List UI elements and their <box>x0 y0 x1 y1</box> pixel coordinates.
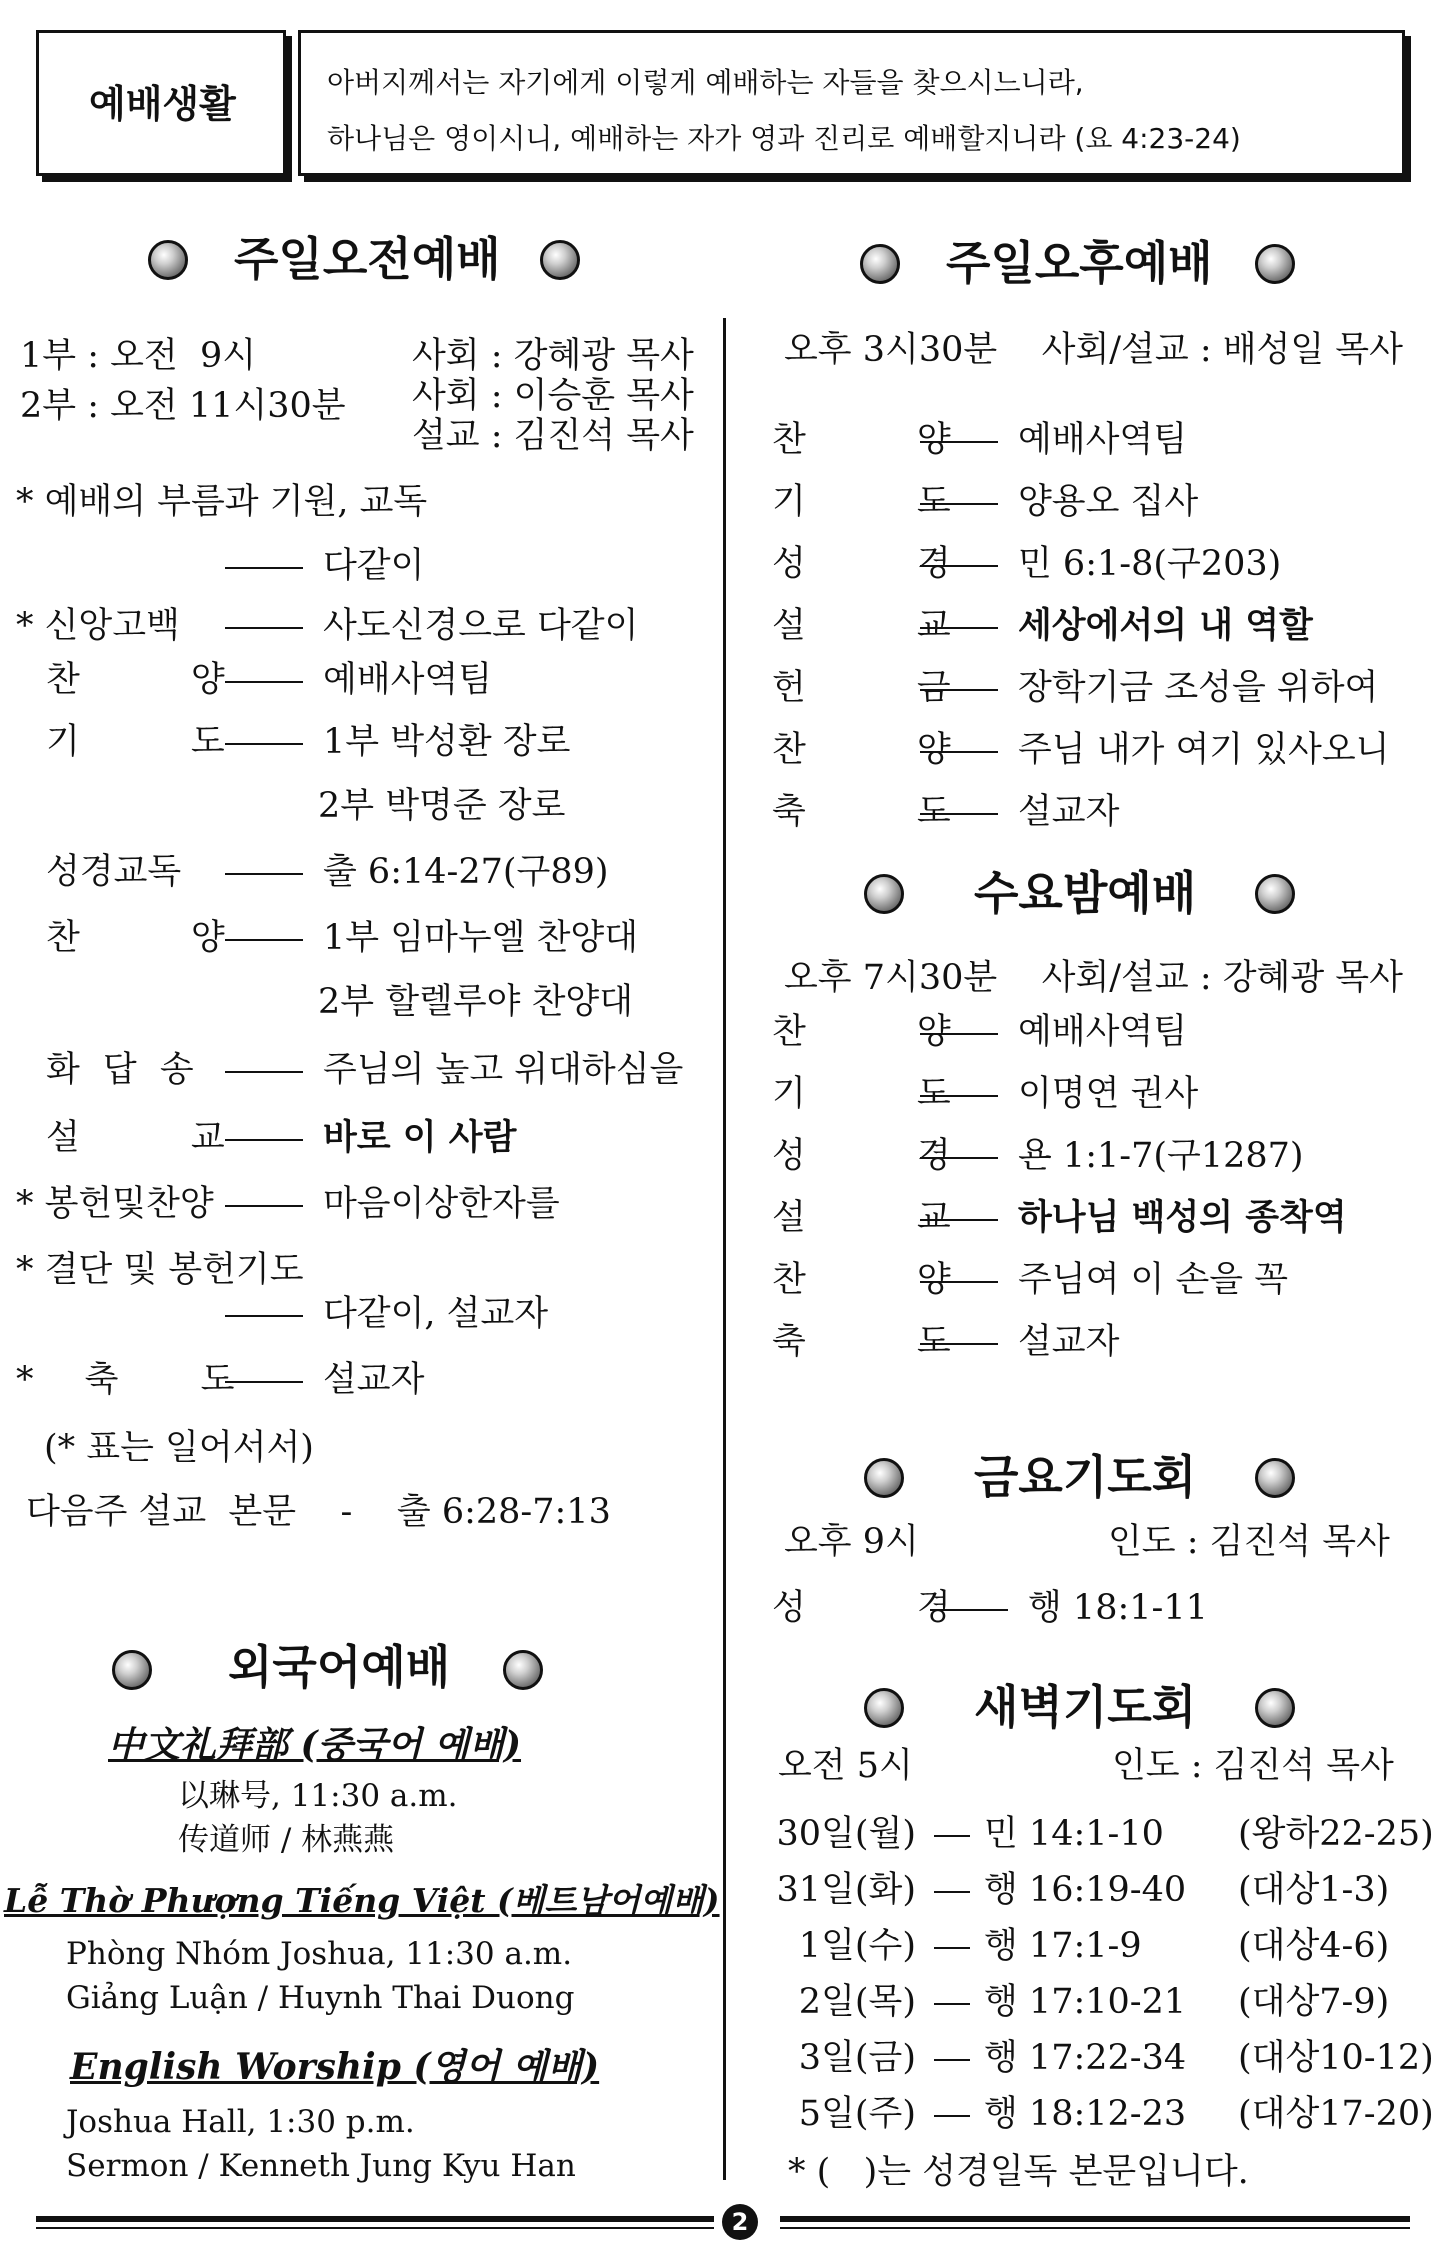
wed-row-label: 찬 양 <box>772 1012 1001 1052</box>
am-prayer-value-1: 1부 박성환 장로 <box>323 722 571 762</box>
dawn-reading: (대상4-6) <box>1238 1926 1390 1966</box>
wed-row <box>900 1012 1187 1052</box>
pm-row-value: 설교자 <box>1018 792 1120 832</box>
bullet-icon <box>1255 244 1295 284</box>
wed-row-value: 이명연 권사 <box>1018 1074 1199 1114</box>
dawn-passage-row <box>920 2038 1186 2078</box>
footer-rule-left-thin <box>36 2227 714 2229</box>
dawn-passage: 행 17:1-9 <box>984 1926 1142 1966</box>
pm-row <box>900 606 1313 646</box>
footer-rule-right-thin <box>780 2227 1410 2229</box>
am-sermon-label: 설 교 <box>46 1118 275 1158</box>
wed-row <box>900 1074 1198 1114</box>
am-prayer-row <box>205 722 570 762</box>
pm-row-value: 민 6:1-8(구203) <box>1018 544 1282 584</box>
dawn-reading: (대상1-3) <box>1238 1870 1390 1910</box>
fri-leader: 인도 : 김진석 목사 <box>1108 1522 1390 1562</box>
am-standing-note: (* 표는 일어서서) <box>44 1428 314 1468</box>
dash <box>225 1315 303 1317</box>
am-call-value: 다같이 <box>323 546 425 586</box>
am-offering-value: 마음이상한자를 <box>323 1184 560 1224</box>
dawn-day: 30일(월) <box>776 1814 916 1854</box>
dawn-passage: 행 17:22-34 <box>984 2038 1187 2078</box>
am-reading-row <box>205 852 609 892</box>
page-number <box>722 2204 758 2240</box>
wed-row-value: 예배사역팀 <box>1018 1012 1188 1052</box>
pm-row-label: 찬 양 <box>772 420 1001 460</box>
dash <box>934 2115 970 2117</box>
dash <box>225 743 303 745</box>
pm-row <box>900 792 1119 832</box>
pm-row <box>900 730 1389 770</box>
dawn-passage-row <box>920 2094 1186 2134</box>
wed-row <box>900 1198 1347 1238</box>
dash <box>934 1835 970 1837</box>
english-service-preacher: Sermon / Kenneth Jung Kyu Han <box>66 2148 576 2184</box>
am-offering-row <box>205 1184 560 1224</box>
footer-rule-right <box>780 2216 1410 2222</box>
section-label-box <box>36 30 286 176</box>
am-creed-label: * 신앙고백 <box>16 606 180 646</box>
am-praise2-value-2: 2부 할렐루야 찬양대 <box>318 982 633 1022</box>
vietnamese-service-title: Lễ Thờ Phượng Tiếng Việt (베트남어예배) <box>4 1881 720 1920</box>
pm-row-label: 성 경 <box>772 544 1001 584</box>
bullet-icon <box>1255 1688 1295 1728</box>
am-praise2-value-1: 1부 임마누엘 찬양대 <box>323 918 638 958</box>
chinese-service-place: 以琳号, 11:30 a.m. <box>178 1778 458 1814</box>
am-creed-row <box>205 606 638 646</box>
pm-row-value: 세상에서의 내 역할 <box>1018 606 1313 646</box>
verse-box <box>298 30 1405 176</box>
fri-title: 금요기도회 <box>974 1450 1197 1504</box>
am-response-label: 화 답 송 <box>46 1050 200 1090</box>
am-benediction-row <box>205 1360 424 1400</box>
wed-row <box>900 1260 1288 1300</box>
dawn-passage: 행 16:19-40 <box>984 1870 1187 1910</box>
am-praise1-label: 찬 양 <box>46 660 275 700</box>
am-call-label: * 예배의 부름과 기원, 교독 <box>16 482 428 522</box>
dawn-day: 1일(수) <box>798 1926 916 1966</box>
am-reading-label: 성경교독 <box>46 852 182 892</box>
am-next-week: 다음주 설교 본문 - 출 6:28-7:13 <box>26 1492 611 1532</box>
wed-row-value: 설교자 <box>1018 1322 1120 1362</box>
footer-rule-left <box>36 2216 714 2222</box>
bullet-icon <box>1255 874 1295 914</box>
dash <box>920 565 998 567</box>
wed-row-label: 성 경 <box>772 1136 1001 1176</box>
am-praise1-row <box>205 660 492 700</box>
am-resolve-row <box>205 1294 548 1334</box>
dawn-passage-row <box>920 1926 1142 1966</box>
am-reading-value: 출 6:14-27(구89) <box>323 852 609 892</box>
am-time-1: 1부 : 오전 9시 <box>20 336 257 376</box>
am-praise2-label: 찬 양 <box>46 918 275 958</box>
am-prayer-label: 기 도 <box>46 722 275 762</box>
dash <box>920 1281 998 1283</box>
bullet-icon <box>864 1688 904 1728</box>
am-resolve-label: * 결단 및 봉헌기도 <box>16 1250 304 1290</box>
wed-row-value: 주님여 이 손을 꼭 <box>1018 1260 1289 1300</box>
wed-row <box>900 1136 1304 1176</box>
dash <box>225 627 303 629</box>
am-praise1-value: 예배사역팀 <box>323 660 493 700</box>
bullet-icon <box>864 1458 904 1498</box>
dash <box>930 1609 1008 1611</box>
pm-row <box>900 544 1281 584</box>
dash <box>225 567 303 569</box>
wed-time: 오후 7시30분 사회/설교 : 강혜광 목사 <box>784 958 1403 998</box>
fri-time: 오후 9시 <box>784 1522 919 1562</box>
dawn-reading: (왕하22-25) <box>1238 1814 1434 1854</box>
am-response-row <box>205 1050 683 1090</box>
verse-line-2: 하나님은 영이시니, 예배하는 자가 영과 진리로 예배할지니라 (요 4:23-24) <box>327 122 1241 155</box>
dash <box>920 1343 998 1345</box>
pm-row-label: 설 교 <box>772 606 1001 646</box>
english-service-place: Joshua Hall, 1:30 p.m. <box>66 2104 415 2140</box>
pm-row-value: 주님 내가 여기 있사오니 <box>1018 730 1390 770</box>
bullet-icon <box>148 240 188 280</box>
dash <box>920 441 998 443</box>
dawn-day: 5일(주) <box>798 2094 916 2134</box>
dash <box>920 1033 998 1035</box>
pm-title: 주일오후예배 <box>946 236 1213 290</box>
dawn-passage: 민 14:1-10 <box>984 1814 1164 1854</box>
dash <box>920 627 998 629</box>
verse-line-1: 아버지께서는 자기에게 이렇게 예배하는 자들을 찾으시느니라, <box>327 66 1084 99</box>
wed-row-value: 욘 1:1-7(구1287) <box>1018 1136 1304 1176</box>
chinese-service-preacher: 传道师 / 林燕燕 <box>178 1822 395 1858</box>
dash <box>934 1947 970 1949</box>
wed-row-label: 찬 양 <box>772 1260 1001 1300</box>
dash <box>225 873 303 875</box>
pm-time: 오후 3시30분 사회/설교 : 배성일 목사 <box>784 330 1403 370</box>
dash <box>225 1071 303 1073</box>
dawn-note: * ( )는 성경일독 본문입니다. <box>788 2152 1249 2192</box>
dash <box>225 1381 303 1383</box>
dash <box>920 1157 998 1159</box>
pm-row-label: 기 도 <box>772 482 1001 522</box>
dash <box>920 813 998 815</box>
dash <box>920 751 998 753</box>
am-title: 주일오전예배 <box>234 232 501 286</box>
fri-bible-row <box>910 1588 1208 1628</box>
dash <box>934 1891 970 1893</box>
pm-row <box>900 420 1187 460</box>
wed-row-label: 축 도 <box>772 1322 1001 1362</box>
fri-bible-label: 성 경 <box>772 1588 1001 1628</box>
wed-title: 수요밤예배 <box>974 866 1197 920</box>
wed-row-label: 기 도 <box>772 1074 1001 1114</box>
wed-row <box>900 1322 1119 1362</box>
dash <box>225 1205 303 1207</box>
dash <box>934 2059 970 2061</box>
dawn-time: 오전 5시 <box>778 1746 913 1786</box>
pm-row <box>900 668 1378 708</box>
bullet-icon <box>1255 1458 1295 1498</box>
dash <box>920 1219 998 1221</box>
am-resolve-value: 다같이, 설교자 <box>323 1294 549 1334</box>
dawn-passage-row <box>920 1982 1186 2022</box>
bullet-icon <box>864 874 904 914</box>
dash <box>920 1095 998 1097</box>
am-call-row <box>205 546 424 586</box>
bullet-icon <box>112 1650 152 1690</box>
am-prayer-value-2: 2부 박명준 장로 <box>318 786 566 826</box>
dawn-day: 31일(화) <box>776 1870 916 1910</box>
dash <box>920 689 998 691</box>
dawn-passage-row <box>920 1814 1164 1854</box>
section-label: 예배생활 <box>89 82 236 126</box>
am-leader-2: 사회 : 이승훈 목사 <box>412 376 694 416</box>
am-sermon-value: 바로 이 사람 <box>323 1118 517 1158</box>
am-benediction-label: * 축 도 <box>16 1360 255 1400</box>
am-response-value: 주님의 높고 위대하심을 <box>323 1050 684 1090</box>
dash <box>225 1139 303 1141</box>
am-leader-1: 사회 : 강혜광 목사 <box>412 336 694 376</box>
bullet-icon <box>540 240 580 280</box>
am-benediction-value: 설교자 <box>323 1360 425 1400</box>
dawn-day: 2일(목) <box>798 1982 916 2022</box>
pm-row-label: 찬 양 <box>772 730 1001 770</box>
column-divider <box>723 318 726 2180</box>
dash <box>225 939 303 941</box>
dawn-leader: 인도 : 김진석 목사 <box>1112 1746 1394 1786</box>
dawn-passage: 행 17:10-21 <box>984 1982 1187 2022</box>
am-praise2-row <box>205 918 638 958</box>
dawn-title: 새벽기도회 <box>974 1680 1197 1734</box>
dawn-reading: (대상10-12) <box>1238 2038 1434 2078</box>
fri-bible-value: 행 18:1-11 <box>1028 1588 1208 1628</box>
am-preacher: 설교 : 김진석 목사 <box>412 416 694 456</box>
dash <box>920 503 998 505</box>
am-time-2: 2부 : 오전 11시30분 <box>20 386 346 426</box>
am-offering-label: * 봉헌및찬양 <box>16 1184 214 1224</box>
dawn-reading: (대상17-20) <box>1238 2094 1434 2134</box>
wed-row-label: 설 교 <box>772 1198 1001 1238</box>
pm-row-value: 장학기금 조성을 위하여 <box>1018 668 1379 708</box>
pm-row-value: 양용오 집사 <box>1018 482 1199 522</box>
dawn-passage: 행 18:12-23 <box>984 2094 1187 2134</box>
pm-row-label: 헌 금 <box>772 668 1001 708</box>
dawn-day: 3일(금) <box>798 2038 916 2078</box>
dash <box>225 681 303 683</box>
foreign-title: 외국어예배 <box>228 1640 451 1694</box>
page-number-text: 2 <box>731 2208 749 2236</box>
dawn-reading: (대상7-9) <box>1238 1982 1390 2022</box>
bullet-icon <box>503 1650 543 1690</box>
am-creed-value: 사도신경으로 다같이 <box>323 606 639 646</box>
dash <box>934 2003 970 2005</box>
pm-row-label: 축 도 <box>772 792 1001 832</box>
english-service-title: English Worship (영어 예배) <box>70 2046 600 2088</box>
wed-row-value: 하나님 백성의 종착역 <box>1018 1198 1347 1238</box>
pm-row-value: 예배사역팀 <box>1018 420 1188 460</box>
vietnamese-service-place: Phòng Nhóm Joshua, 11:30 a.m. <box>66 1936 573 1972</box>
vietnamese-service-preacher: Giảng Luận / Huynh Thai Duong <box>66 1980 575 2016</box>
pm-row <box>900 482 1198 522</box>
chinese-service-title: 中文礼拜部 (중국어 예배) <box>108 1724 522 1766</box>
bullet-icon <box>860 244 900 284</box>
am-sermon-row <box>205 1118 516 1158</box>
dawn-passage-row <box>920 1870 1186 1910</box>
